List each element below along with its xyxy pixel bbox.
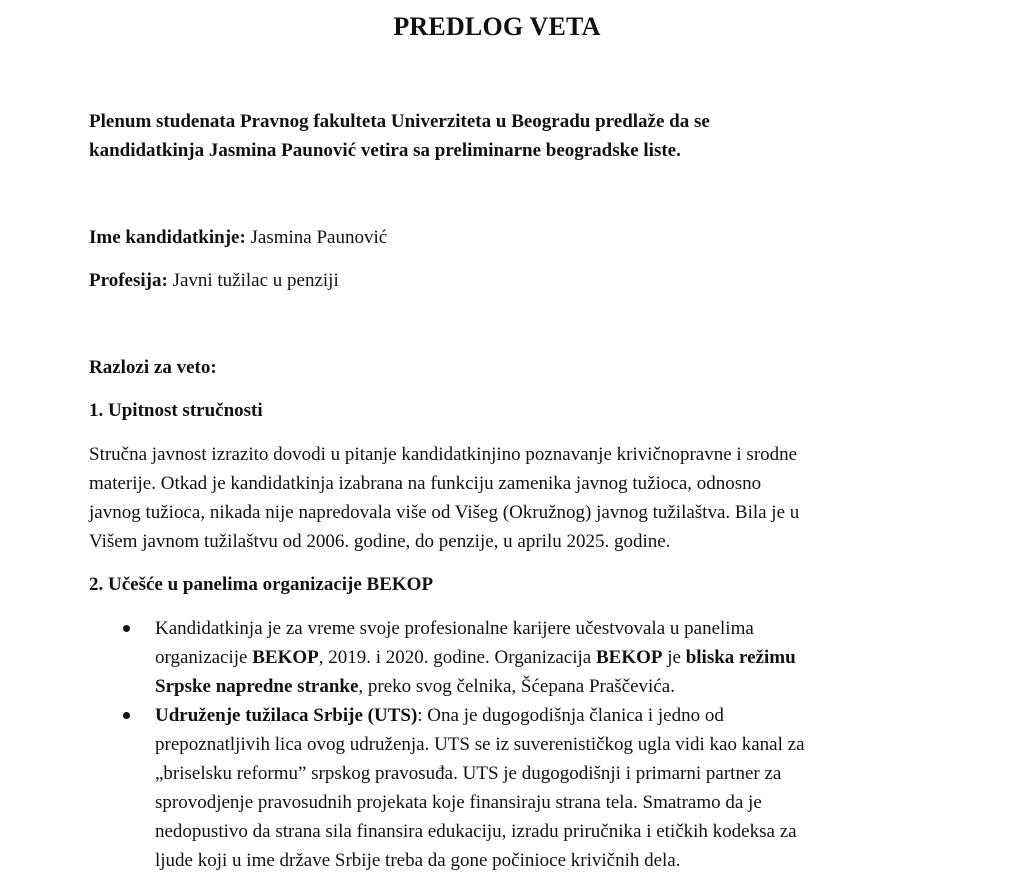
section-1-line: Stručna javnost izrazito dovodi u pitanje kandidatkinjino poznavanje krivičnopravne i srodne xyxy=(89,444,798,465)
text-run: je xyxy=(662,647,686,668)
bullet-line: prepoznatljivih lica ovog udruženja. UTS se iz suverenističkog ugla vidi kao kanal za xyxy=(155,734,805,755)
intro-line-2: kandidatkinja Jasmina Paunović vetira sa preliminarne beogradske liste. xyxy=(89,140,681,161)
section-2-bullet-list xyxy=(89,614,919,875)
profession-value: Javni tužilac u penziji xyxy=(167,270,339,291)
bold-run: BEKOP xyxy=(252,647,319,668)
document-title: PREDLOG VETA xyxy=(393,12,601,41)
profession-label: Profesija: xyxy=(89,270,168,291)
bullet-line: ljude koji u ime države Srbije treba da gone počinioce krivičnih dela. xyxy=(155,850,681,871)
bullet-icon xyxy=(123,712,130,719)
text-run: organizacije xyxy=(155,647,253,668)
intro-paragraph xyxy=(89,107,919,165)
section-1-body xyxy=(89,440,919,556)
section-1-heading: 1. Upitnost stručnosti xyxy=(89,400,263,421)
section-1-line: javnog tužioca, nikada nije napredovala više od Višeg (Okružnog) javnog tužilaštva. Bila je u xyxy=(89,502,800,523)
section-1-line: materije. Otkad je kandidatkinja izabrana na funkciju zamenika javnog tužioca, odnosno xyxy=(89,473,762,494)
intro-line-1: Plenum studenata Pravnog fakulteta Univerziteta u Beogradu predlaže da se xyxy=(89,111,710,132)
bold-run: Srpske napredne stranke xyxy=(155,676,359,697)
bullet-icon xyxy=(123,625,130,632)
bold-run: bliska režimu xyxy=(685,647,796,668)
candidate-name-value: Jasmina Paunović xyxy=(245,227,388,248)
section-2-heading: 2. Učešće u panelima organizacije BEKOP xyxy=(89,574,434,595)
text-run: , 2019. i 2020. godine. Organizacija xyxy=(318,647,596,668)
bullet-line xyxy=(155,672,919,701)
bullet-line: nedopustivo da strana sila finansira edukaciju, izradu priručnika i etičkih kodeksa za xyxy=(155,821,797,842)
candidate-name-label: Ime kandidatkinje: xyxy=(89,227,246,248)
bullet-line: Kandidatkinja je za vreme svoje profesionalne karijere učestvovala u panelima xyxy=(155,618,754,639)
bullet-item-bekop xyxy=(89,614,919,701)
candidate-name-field xyxy=(89,223,919,252)
text-run: , preko svog čelnika, Šćepana Praščevića. xyxy=(358,676,675,697)
section-1-line: Višem javnom tužilaštvu od 2006. godine, do penzije, u aprilu 2025. godine. xyxy=(89,531,671,552)
bold-run: Udruženje tužilaca Srbije (UTS) xyxy=(155,705,418,726)
reasons-heading: Razlozi za veto: xyxy=(89,357,217,378)
bullet-line: sprovodjenje pravosudnih projekata koje finansiraju strana tela. Smatramo da je xyxy=(155,792,762,813)
bullet-line xyxy=(155,643,919,672)
text-run: : Ona je dugogodišnja članica i jedno od xyxy=(417,705,724,726)
bullet-line xyxy=(155,701,919,730)
bold-run: BEKOP xyxy=(595,647,663,668)
bullet-item-uts xyxy=(89,701,919,875)
bullet-line: „briselsku reformu” srpskog pravosuđa. UTS je dugogodišnji i primarni partner za xyxy=(155,763,782,784)
profession-field xyxy=(89,266,919,295)
